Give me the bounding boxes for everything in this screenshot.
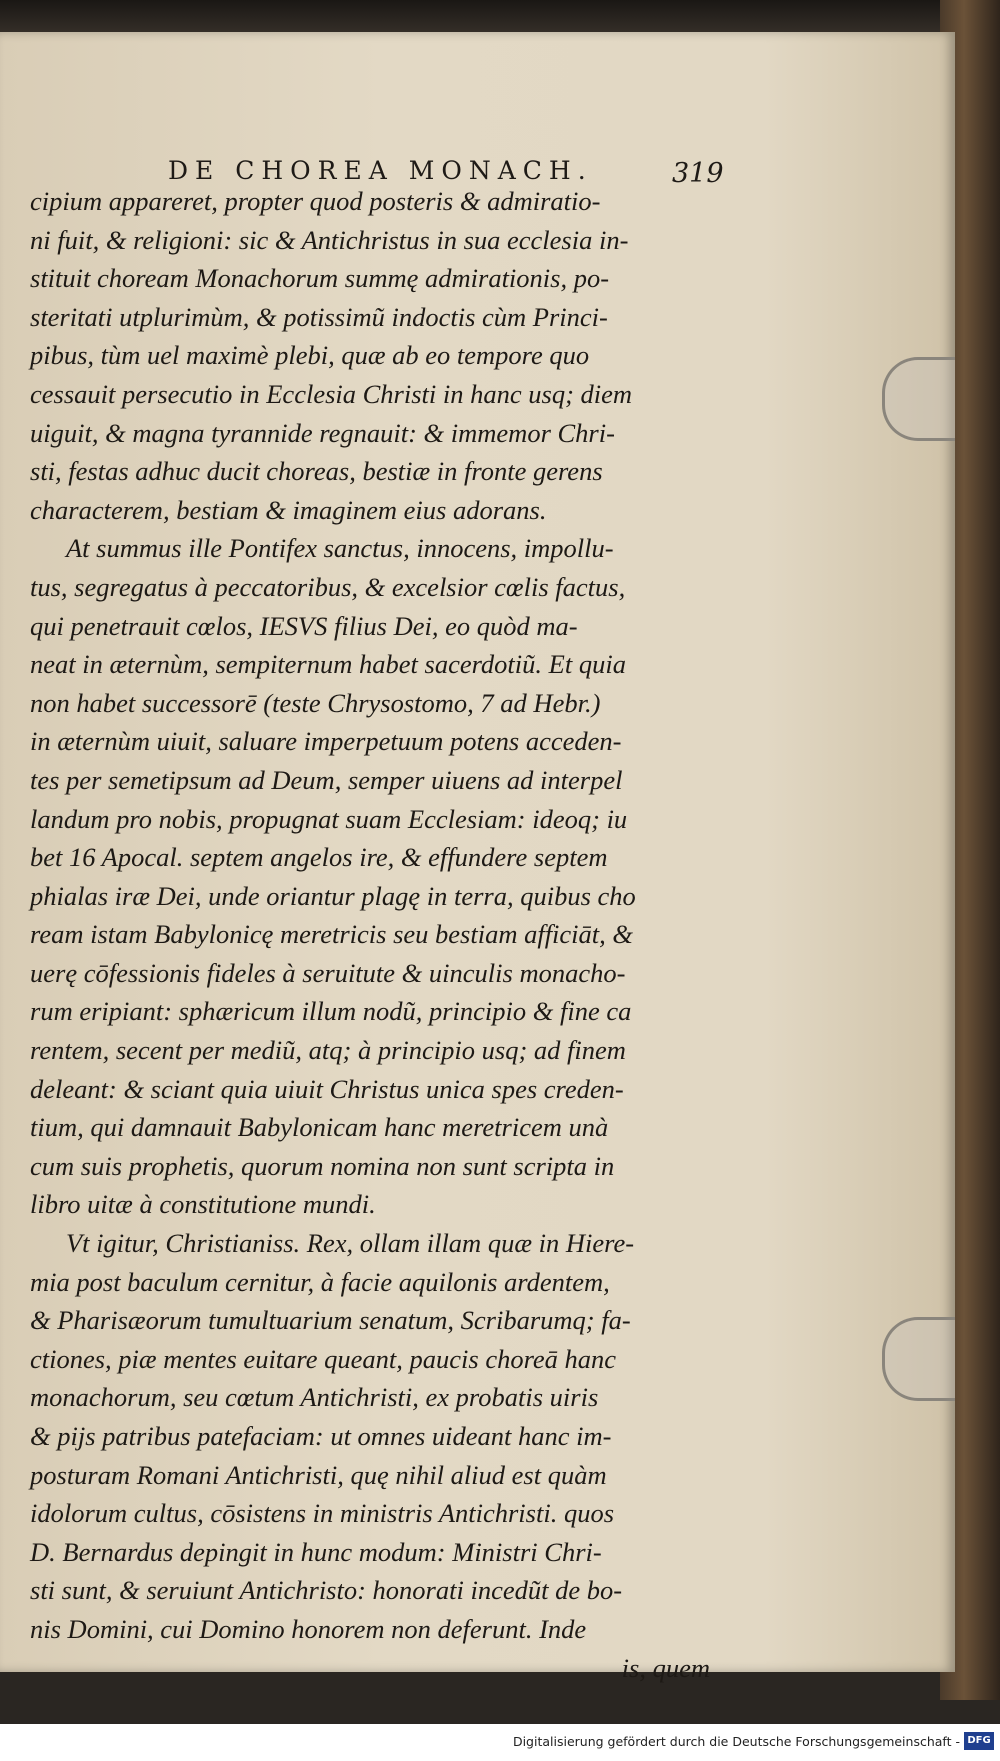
text-line: ni fuit, & religioni: sic & Antichristus in sua ecclesia in-	[30, 224, 629, 255]
text-line: tes per semetipsum ad Deum, semper uiuens ad interpel	[30, 764, 623, 795]
catchword: is, quem	[621, 1652, 710, 1683]
text-line: ream istam Babylonicę meretricis seu bestiam afficiāt, &	[30, 919, 634, 950]
text-line: neat in æternùm, sempiternum habet sacerdotiũ. Et quia	[30, 649, 626, 680]
text-line: tus, segregatus à peccatoribus, & excelsior cœlis factus,	[30, 571, 626, 602]
text-line: characterem, bestiam & imaginem eius adorans.	[30, 494, 547, 525]
digitization-footer	[0, 1724, 1000, 1761]
text-line: cum suis prophetis, quorum nomina non sunt scripta in	[30, 1150, 615, 1181]
paragraph-start-line: Vt igitur, Christianiss. Rex, ollam illam quæ in Hiere-	[66, 1228, 635, 1259]
running-head: DE CHOREA MONACH.	[168, 156, 593, 185]
text-line: steritati utplurimùm, & potissimũ indoctis cùm Princi-	[30, 301, 608, 332]
text-line: non habet successorē (teste Chrysostomo, 7 ad Hebr.)	[30, 687, 601, 718]
text-line: & Pharisæorum tumultuarium senatum, Scribarumq; fa-	[30, 1305, 631, 1336]
paragraph-start-line: At summus ille Pontifex sanctus, innocens, impollu-	[66, 533, 614, 564]
text-line: uiguit, & magna tyrannide regnauit: & immemor Chri-	[30, 417, 615, 448]
page-clip-bottom	[882, 1317, 955, 1401]
text-line: nis Domini, cui Domino honorem non deferunt. Inde	[30, 1613, 587, 1644]
text-line: D. Bernardus depingit in hunc modum: Ministri Chri-	[30, 1536, 602, 1567]
text-line: cessauit persecutio in Ecclesia Christi in hanc usq; diem	[30, 378, 633, 409]
text-line: ctiones, piæ mentes euitare queant, paucis choreā hanc	[30, 1343, 617, 1374]
text-line: & pijs patribus patefaciam: ut omnes uideant hanc im-	[30, 1421, 612, 1451]
text-line: stituit choream Monachorum summę admirationis, po-	[30, 263, 610, 294]
text-line: monachorum, seu cœtum Antichristi, ex probatis uiris	[30, 1382, 599, 1413]
page-number: 319	[672, 158, 724, 189]
text-line: landum pro nobis, propugnat suam Ecclesiam: ideoq; iu	[30, 803, 628, 834]
text-line: deleant: & sciant quia uiuit Christus unica spes creden-	[30, 1073, 624, 1104]
text-line: in æternùm uiuit, saluare imperpetuum potens acceden-	[30, 726, 622, 757]
page-clip-top	[882, 357, 955, 441]
text-line: bet 16 Apocal. septem angelos ire, & effundere septem	[30, 842, 608, 873]
text-line: libro uitæ à constitutione mundi.	[30, 1189, 376, 1220]
text-line: phialas iræ Dei, unde oriantur plagę in terra, quibus cho	[30, 880, 636, 911]
text-line: qui penetrauit cœlos, IESVS filius Dei, eo quòd ma-	[30, 610, 578, 641]
text-line: posturam Romani Antichristi, quę nihil aliud est quàm	[30, 1459, 607, 1490]
dfg-logo: DFG	[964, 1732, 994, 1750]
text-line: rentem, secent per mediũ, atq; à principio usq; ad finem	[30, 1035, 626, 1066]
text-line: pibus, tùm uel maximè plebi, quæ ab eo tempore quo	[30, 340, 590, 371]
text-line: sti, festas adhuc ducit choreas, bestiæ in fronte gerens	[30, 456, 603, 487]
text-line: rum eripiant: sphæricum illum nodũ, principio & fine ca	[30, 996, 632, 1027]
text-line: idolorum cultus, cōsistens in ministris Antichristi. quos	[30, 1498, 615, 1529]
text-line: mia post baculum cernitur, à facie aquilonis ardentem,	[30, 1266, 610, 1297]
body-text	[30, 182, 710, 1687]
footer-credit: Digitalisierung gefördert durch die Deutsche Forschungsgemeinschaft -	[512, 1734, 960, 1749]
text-line: cipium appareret, propter quod posteris & admiratio-	[30, 186, 601, 216]
text-line: uerę cōfessionis fideles à seruitute & uinculis monacho-	[30, 957, 626, 988]
text-line: sti sunt, & seruiunt Antichristo: honorati incedũt de bo-	[30, 1575, 623, 1606]
text-line: tium, qui damnauit Babylonicam hanc meretricem unà	[30, 1112, 609, 1143]
